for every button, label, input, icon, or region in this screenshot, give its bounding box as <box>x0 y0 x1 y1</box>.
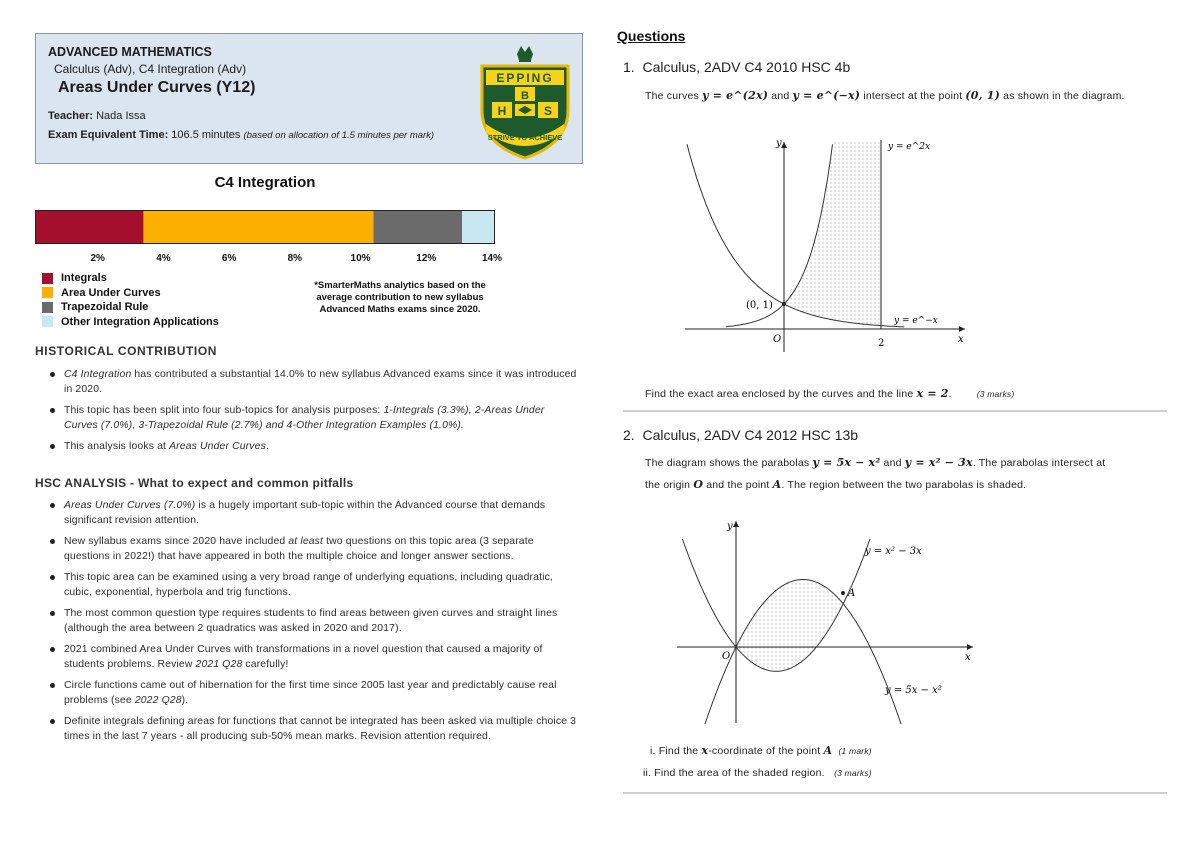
list-item: Definite integrals defining areas for functions that cannot be integrated has been asked via multiple choice 3 times in the last 7 years - all producing sub-50% mean marks. Revision attention required. <box>48 714 578 744</box>
svg-text:A: A <box>848 588 856 599</box>
historical-heading: HISTORICAL CONTRIBUTION <box>35 344 218 358</box>
svg-text:S: S <box>543 104 553 118</box>
list-item: Circle functions came out of hibernation for the first time since 2005 last year and predictably cause real problems (see 2022 Q28). <box>48 678 578 708</box>
bar-segment-1 <box>35 211 143 243</box>
svg-text:2: 2 <box>878 338 885 349</box>
question-divider <box>623 792 1167 794</box>
svg-text:H: H <box>497 104 507 118</box>
legend-item <box>42 300 219 315</box>
question-2-part-ii: ii. Find the area of the shaded region. (3 marks) <box>643 767 872 779</box>
svg-text:B: B <box>521 90 529 102</box>
legend-item <box>42 286 219 301</box>
x-tick-label: 14% <box>481 253 503 264</box>
header-box <box>35 33 583 164</box>
list-item: Areas Under Curves (7.0%) is a hugely important sub-topic within the Advanced course that demands significant revision attention. <box>48 498 578 528</box>
list-item: C4 Integration has contributed a substantial 14.0% to new syllabus Advanced exams since it was introduced in 2020. <box>48 367 578 397</box>
legend-label: Trapezoidal Rule <box>61 301 149 314</box>
svg-text:O: O <box>722 651 731 662</box>
list-item: The most common question type requires students to find areas between given curves and straight lines (although the area between 2 quadratics was asked in 2020 and 2017). <box>48 606 578 636</box>
question-1-title: 1. Calculus, 2ADV C4 2010 HSC 4b <box>623 59 851 75</box>
stacked-bar-chart <box>35 210 495 244</box>
question-2-text: The diagram shows the parabolas y = 5x − x² and y = x² − 3x. The parabolas intersect at <box>645 456 1106 469</box>
svg-text:(0, 1): (0, 1) <box>746 300 773 311</box>
svg-text:STRIVE TO ACHIEVE: STRIVE TO ACHIEVE <box>487 133 563 142</box>
svg-text:EPPING: EPPING <box>496 71 554 85</box>
question-2-diagram <box>675 515 985 730</box>
svg-text:y: y <box>776 138 782 149</box>
hsc-heading: HSC ANALYSIS - What to expect and common pitfalls <box>35 476 354 490</box>
topic-line: Calculus (Adv), C4 Integration (Adv) <box>54 62 247 76</box>
legend-swatch <box>42 316 53 327</box>
hsc-list <box>48 498 578 750</box>
bar-segment-2 <box>143 211 373 243</box>
legend-swatch <box>42 302 53 313</box>
svg-text:x: x <box>965 652 971 663</box>
question-divider <box>623 410 1167 412</box>
svg-text:y = e^−x: y = e^−x <box>894 316 938 326</box>
x-tick-label: 10% <box>350 253 371 264</box>
list-item: This topic area can be examined using a very broad range of underlying equations, including quadratic, cubic, exponential, hyperbola and trig functions. <box>48 570 578 600</box>
x-tick-label: 2% <box>90 253 105 264</box>
exam-time-line: Exam Equivalent Time: 106.5 minutes (based on allocation of 1.5 minutes per mark) <box>48 129 435 141</box>
list-item: This analysis looks at Areas Under Curves. <box>48 439 578 454</box>
question-1-diagram <box>650 130 980 355</box>
question-2-text-line2: the origin O and the point A. The region between the two parabolas is shaded. <box>645 478 1027 491</box>
x-tick-label: 6% <box>221 253 237 264</box>
x-tick-label: 12% <box>416 253 437 264</box>
legend-label: Integrals <box>61 272 107 285</box>
svg-text:y = x² − 3x: y = x² − 3x <box>865 546 922 557</box>
list-item: New syllabus exams since 2020 have included at least two questions on this topic area (3 separate questions in 2022!) that have appeared in both the multiple choice and longer answer sections. <box>48 534 578 564</box>
legend-item <box>42 271 219 286</box>
question-2-title: 2. Calculus, 2ADV C4 2012 HSC 13b <box>623 427 859 443</box>
svg-text:y = 5x − x²: y = 5x − x² <box>885 685 942 696</box>
question-1-task: Find the exact area enclosed by the curves and the line x = 2. (3 marks) <box>645 387 1015 400</box>
list-item: 2021 combined Area Under Curves with transformations in a novel question that caused a majority of students problems. Review 2021 Q28 carefully! <box>48 642 578 672</box>
school-crest-logo <box>470 40 580 160</box>
chart-legend <box>42 271 219 329</box>
svg-text:y = e^2x: y = e^2x <box>888 142 931 152</box>
bar-segment-3 <box>373 211 462 243</box>
question-1-text: The curves y = e^(2x) and y = e^(−x) intersect at the point (0, 1) as shown in the diagram. <box>645 89 1125 102</box>
chart-annotation: *SmarterMaths analytics based on the average contribution to new syllabus Advanced Maths exams since 2020. <box>314 280 486 315</box>
svg-text:x: x <box>958 334 964 345</box>
svg-text:O: O <box>773 334 782 345</box>
svg-text:y: y <box>727 521 733 532</box>
legend-swatch <box>42 273 53 284</box>
legend-label: Area Under Curves <box>61 286 161 299</box>
page-title: Areas Under Curves (Y12) <box>58 79 256 96</box>
questions-heading: Questions <box>617 28 686 44</box>
question-2-part-i: i. Find the x-coordinate of the point A (1 mark) <box>650 744 872 757</box>
x-tick-label: 4% <box>156 253 171 264</box>
chart-title: C4 Integration <box>214 174 316 191</box>
list-item: This topic has been split into four sub-topics for analysis purposes: 1-Integrals (3.3%), 2-Areas Under Curves (7.0%), 3-Trapezoidal Rule (2.7%) and 4-Other Integration Examples (1.0%). <box>48 403 578 433</box>
subject-heading: ADVANCED MATHEMATICS <box>48 45 212 59</box>
historical-list <box>48 367 578 460</box>
legend-swatch <box>42 287 53 298</box>
legend-label: Other Integration Applications <box>61 315 219 328</box>
teacher-line: Teacher: Nada Issa <box>48 110 146 122</box>
bar-segment-4 <box>462 211 495 243</box>
legend-item <box>42 315 219 330</box>
x-tick-label: 8% <box>287 253 303 264</box>
